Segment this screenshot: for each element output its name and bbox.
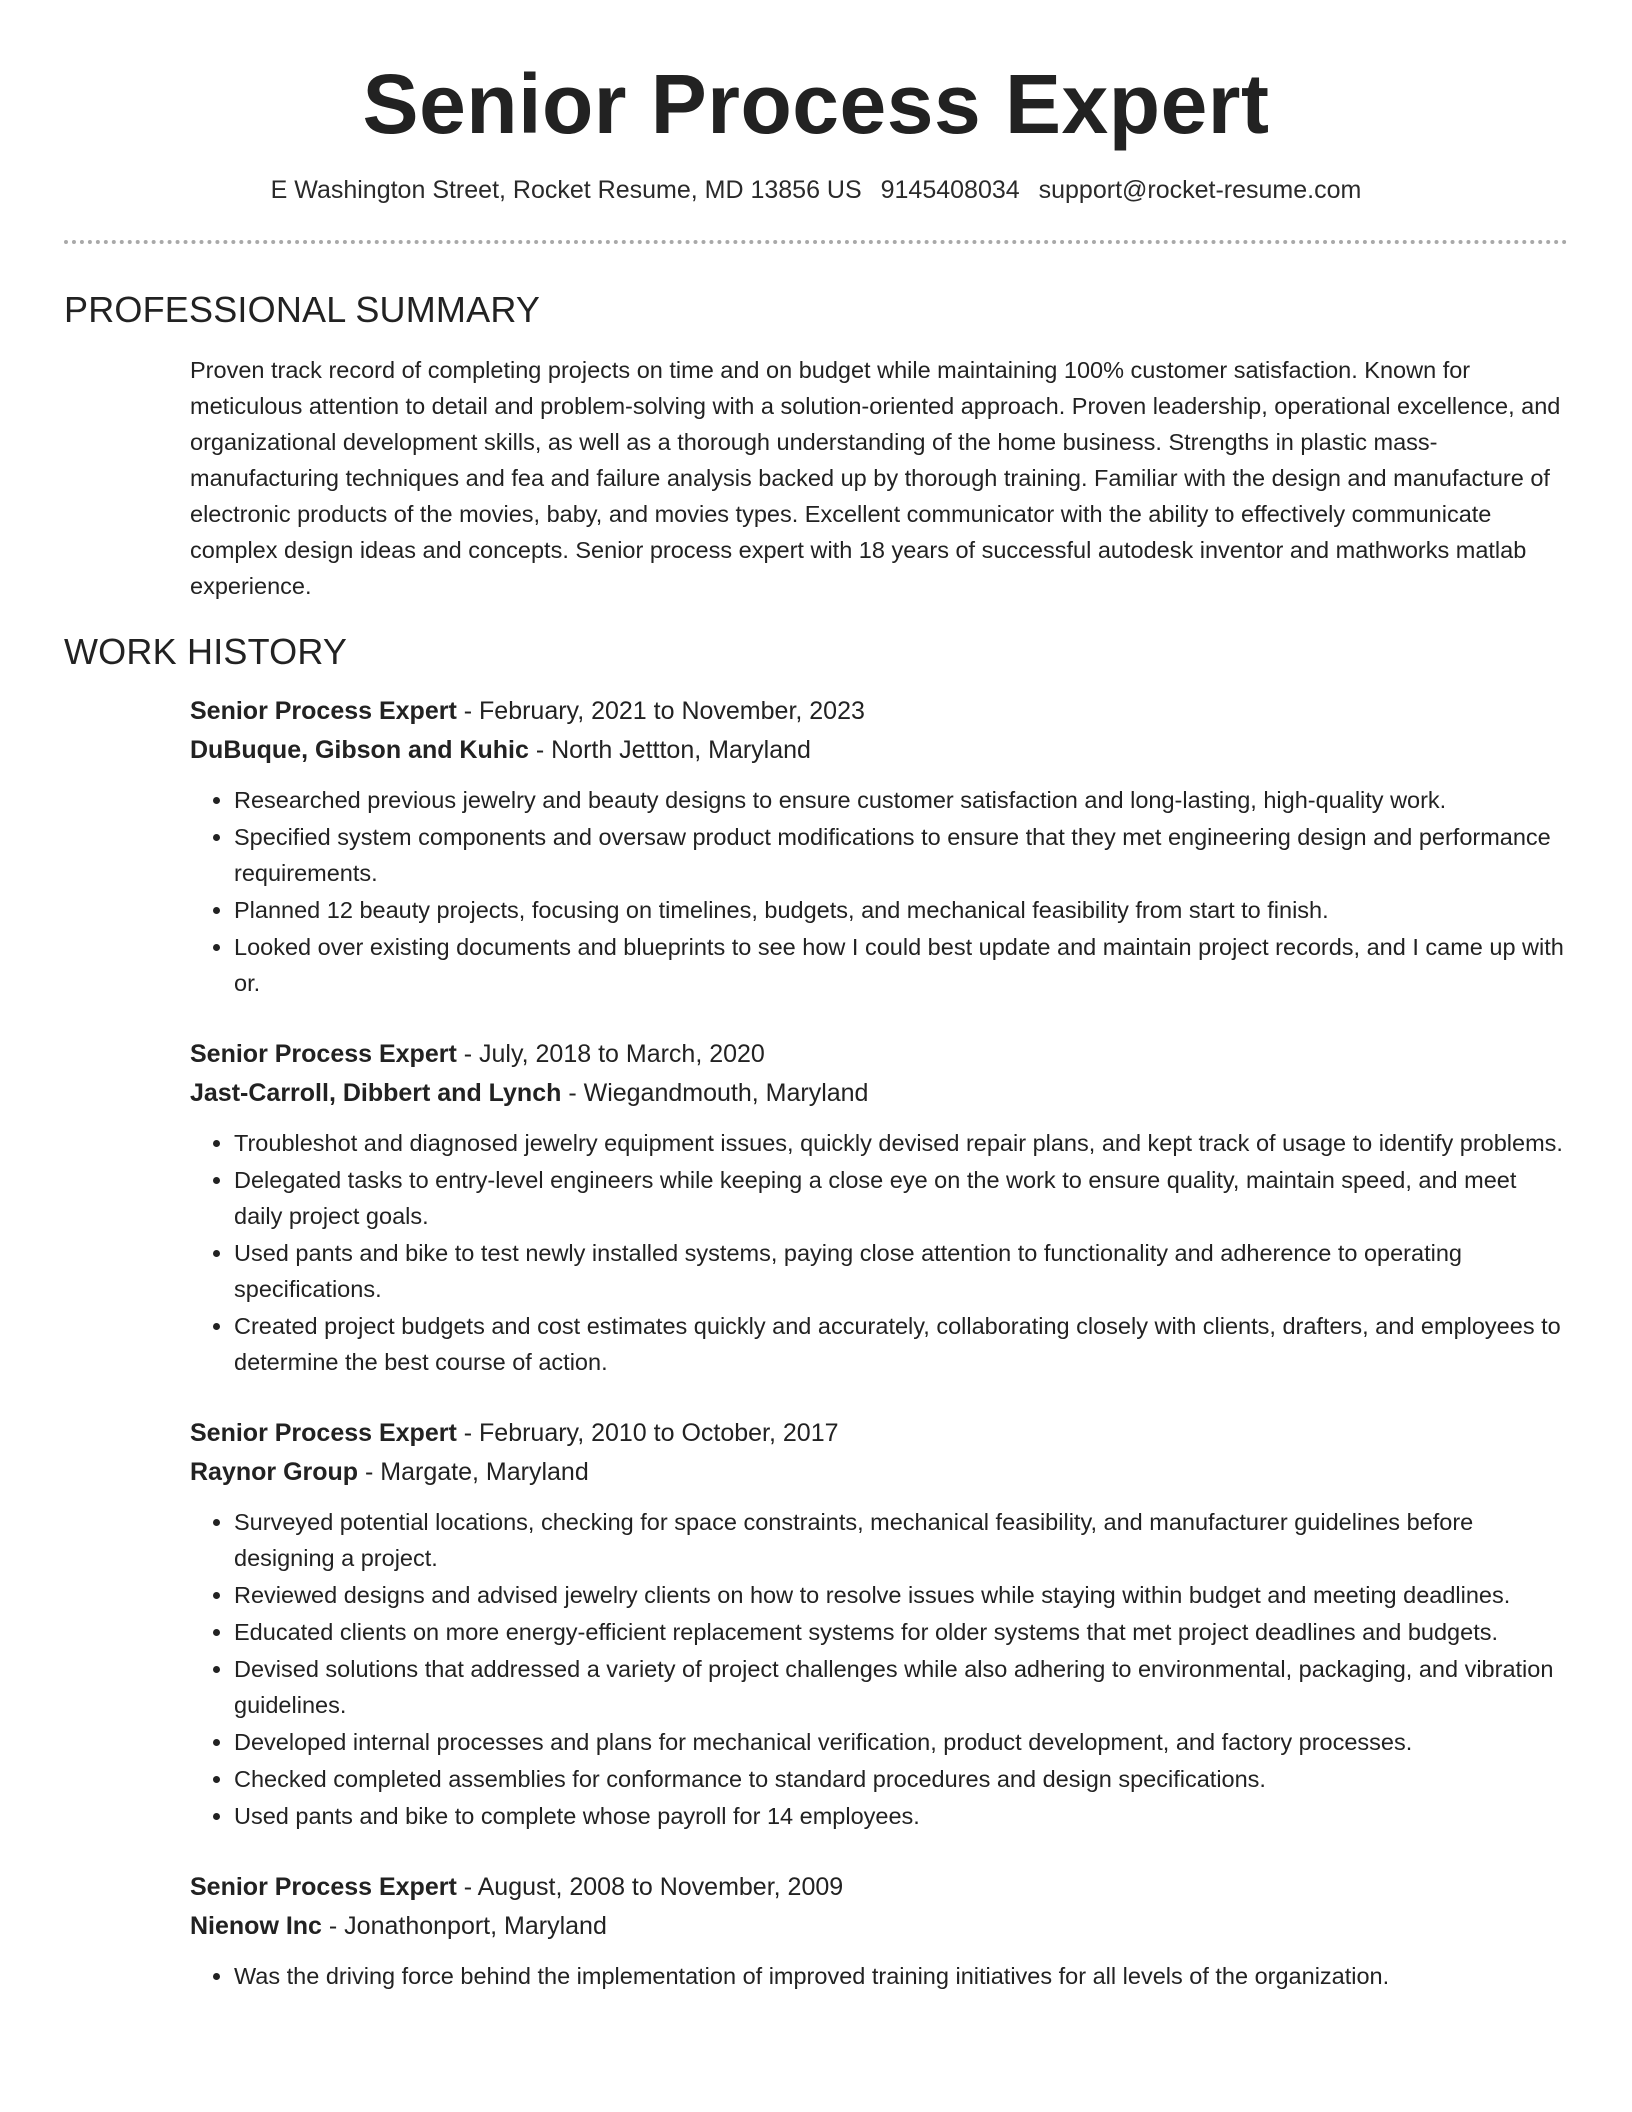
- job-bullets: [190, 1958, 1568, 1994]
- job-company-line: [190, 1907, 1568, 1946]
- job-bullet: • Surveyed potential locations, checking for space constraints, mechanical feasibility, and manufacturer guidelines before designing a project.: [234, 1504, 1568, 1576]
- job-entry: [190, 692, 1568, 1001]
- job-role: Senior Process Expert: [190, 697, 457, 725]
- job-company-line: [190, 1453, 1568, 1492]
- header-divider: [64, 240, 1568, 244]
- job-bullet: • Researched previous jewelry and beauty designs to ensure customer satisfaction and long-lasting, high-quality work.: [234, 782, 1568, 818]
- job-bullet: • Used pants and bike to complete whose payroll for 14 employees.: [234, 1798, 1568, 1834]
- job-bullet: • Checked completed assemblies for conformance to standard procedures and design specifications.: [234, 1761, 1568, 1797]
- job-company: Raynor Group: [190, 1458, 359, 1486]
- job-location: - North Jettton, Maryland: [528, 736, 811, 764]
- job-bullet: • Developed internal processes and plans for mechanical verification, product development, and factory processes.: [234, 1724, 1568, 1760]
- job-company-line: [190, 1074, 1568, 1113]
- job-location: - Margate, Maryland: [358, 1458, 589, 1486]
- job-bullets: [190, 1504, 1568, 1834]
- job-company: DuBuque, Gibson and Kuhic: [190, 736, 529, 764]
- job-bullet: • Troubleshot and diagnosed jewelry equipment issues, quickly devised repair plans, and kept track of usage to identify problems.: [234, 1125, 1568, 1161]
- job-dates: - July, 2018 to March, 2020: [456, 1040, 765, 1068]
- job-bullets: [190, 1125, 1568, 1380]
- job-company: Jast-Carroll, Dibbert and Lynch: [190, 1079, 562, 1107]
- work-history-list: [190, 692, 1568, 1994]
- summary-heading: PROFESSIONAL SUMMARY: [64, 289, 541, 330]
- job-company-line: [190, 731, 1568, 770]
- job-bullet: • Was the driving force behind the implementation of improved training initiatives for all levels of the organization.: [234, 1958, 1568, 1994]
- job-bullet: • Used pants and bike to test newly installed systems, paying close attention to functionality and adherence to operating specifications.: [234, 1235, 1568, 1307]
- job-role: Senior Process Expert: [190, 1419, 457, 1447]
- job-company: Nienow Inc: [190, 1912, 322, 1940]
- job-dates: - February, 2010 to October, 2017: [456, 1419, 839, 1447]
- job-bullets: [190, 782, 1568, 1001]
- job-role: Senior Process Expert: [190, 1873, 457, 1901]
- summary-text: Proven track record of completing projects on time and on budget while maintaining 100% customer satisfaction. Known for meticulous attention to detail and problem-solving with a solution-oriented approach. Proven leadership, operational excellence, and organizational development skills, as well as a thorough understanding of the home business. Strengths in plastic mass-manufacturing techniques and fea and failure analysis backed up by thorough training. Familiar with the design and manufacture of electronic products of the movies, baby, and movies types. Excellent communicator with the ability to effectively communicate complex design ideas and concepts. Senior process expert with 18 years of successful autodesk inventor and mathworks matlab experience.: [190, 357, 1561, 599]
- job-location: - Jonathonport, Maryland: [321, 1912, 607, 1940]
- job-bullet: • Reviewed designs and advised jewelry clients on how to resolve issues while staying within budget and meeting deadlines.: [234, 1577, 1568, 1613]
- address: E Washington Street, Rocket Resume, MD 13856 US: [270, 176, 862, 204]
- job-role-line: [190, 1868, 1568, 1907]
- job-entry: [190, 1414, 1568, 1834]
- job-bullet: • Delegated tasks to entry-level engineers while keeping a close eye on the work to ensure quality, maintain speed, and meet daily project goals.: [234, 1162, 1568, 1234]
- job-dates: - February, 2021 to November, 2023: [456, 697, 865, 725]
- job-bullet: • Looked over existing documents and blueprints to see how I could best update and maintain project records, and I came up with or.: [234, 929, 1568, 1001]
- job-bullet: • Educated clients on more energy-efficient replacement systems for older systems that met project deadlines and budgets.: [234, 1614, 1568, 1650]
- job-dates: - August, 2008 to November, 2009: [456, 1873, 844, 1901]
- candidate-name: Senior Process Expert: [362, 57, 1270, 151]
- job-bullet: • Created project budgets and cost estimates quickly and accurately, collaborating closely with clients, drafters, and employees to determine the best course of action.: [234, 1308, 1568, 1380]
- job-entry: [190, 1868, 1568, 1994]
- job-bullet: • Planned 12 beauty projects, focusing on timelines, budgets, and mechanical feasibility from start to finish.: [234, 892, 1568, 928]
- job-entry: [190, 1035, 1568, 1380]
- phone: 9145408034: [880, 176, 1020, 204]
- job-location: - Wiegandmouth, Maryland: [561, 1079, 869, 1107]
- job-bullet: • Specified system components and oversaw product modifications to ensure that they met engineering design and performance requirements.: [234, 819, 1568, 891]
- job-role-line: [190, 1414, 1568, 1453]
- job-bullet: • Devised solutions that addressed a variety of project challenges while also adhering to environmental, packaging, and vibration guidelines.: [234, 1651, 1568, 1723]
- job-role-line: [190, 692, 1568, 731]
- contact-line: [0, 174, 1632, 206]
- job-role: Senior Process Expert: [190, 1040, 457, 1068]
- job-role-line: [190, 1035, 1568, 1074]
- work-history-heading: WORK HISTORY: [64, 631, 348, 672]
- email: support@rocket-resume.com: [1038, 176, 1362, 204]
